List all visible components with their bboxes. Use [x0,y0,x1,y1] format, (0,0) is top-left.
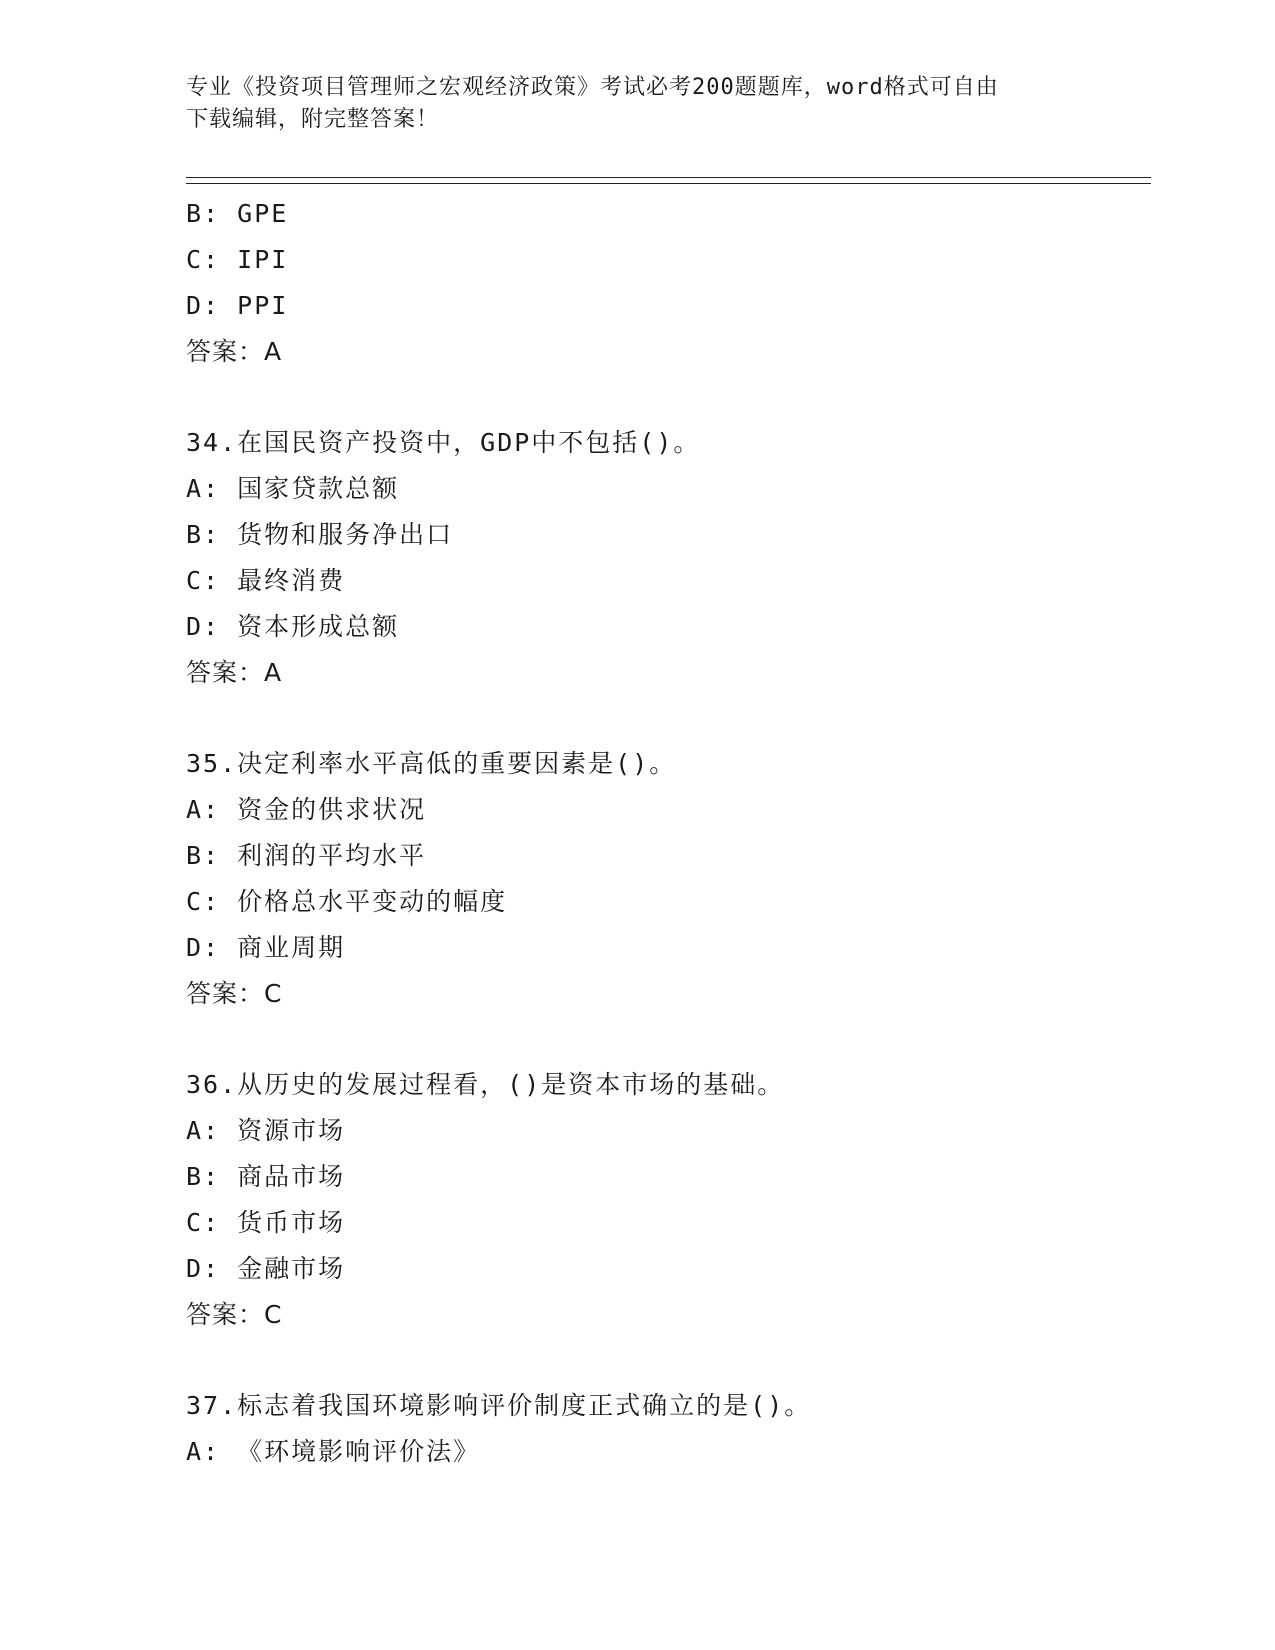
option-c: C: IPI [186,245,289,274]
question-gap [186,375,1151,420]
question-title: 37.标志着我国环境影响评价制度正式确立的是()。 [186,1391,812,1420]
option-c: C: 货币市场 [186,1208,346,1237]
option-a: A: 资源市场 [186,1116,346,1145]
header-divider [186,177,1151,184]
document-header [186,72,1086,136]
question-title: 34.在国民资产投资中，GDP中不包括()。 [186,428,701,457]
option-d: D: 商业周期 [186,933,346,962]
option-a: A: 《环境影响评价法》 [186,1437,481,1466]
option-c: C: 价格总水平变动的幅度 [186,887,508,916]
question-gap [186,1338,1151,1383]
option-a: A: 资金的供求状况 [186,795,427,824]
header-line-1: 专业《投资项目管理师之宏观经济政策》考试必考200题题库，word格式可自由 [186,75,999,100]
answer-line: 答案：A [186,337,283,366]
option-c: C: 最终消费 [186,566,346,595]
option-b: B: 商品市场 [186,1162,346,1191]
question-title: 35.决定利率水平高低的重要因素是()。 [186,749,677,778]
option-a: A: 国家贷款总额 [186,474,400,503]
option-b: B: 货物和服务净出口 [186,520,454,549]
option-b: B: 利润的平均水平 [186,841,427,870]
option-d: D: PPI [186,291,289,320]
option-b: B: GPE [186,199,289,228]
question-gap [186,696,1151,741]
answer-line: 答案：C [186,979,283,1008]
option-d: D: 金融市场 [186,1254,346,1283]
answer-line: 答案：A [186,658,283,687]
header-line-2: 下载编辑，附完整答案！ [186,107,440,132]
question-title: 36.从历史的发展过程看，()是资本市场的基础。 [186,1070,785,1099]
option-d: D: 资本形成总额 [186,612,400,641]
answer-line: 答案：C [186,1300,283,1329]
question-list [186,191,1151,1475]
question-gap [186,1017,1151,1062]
